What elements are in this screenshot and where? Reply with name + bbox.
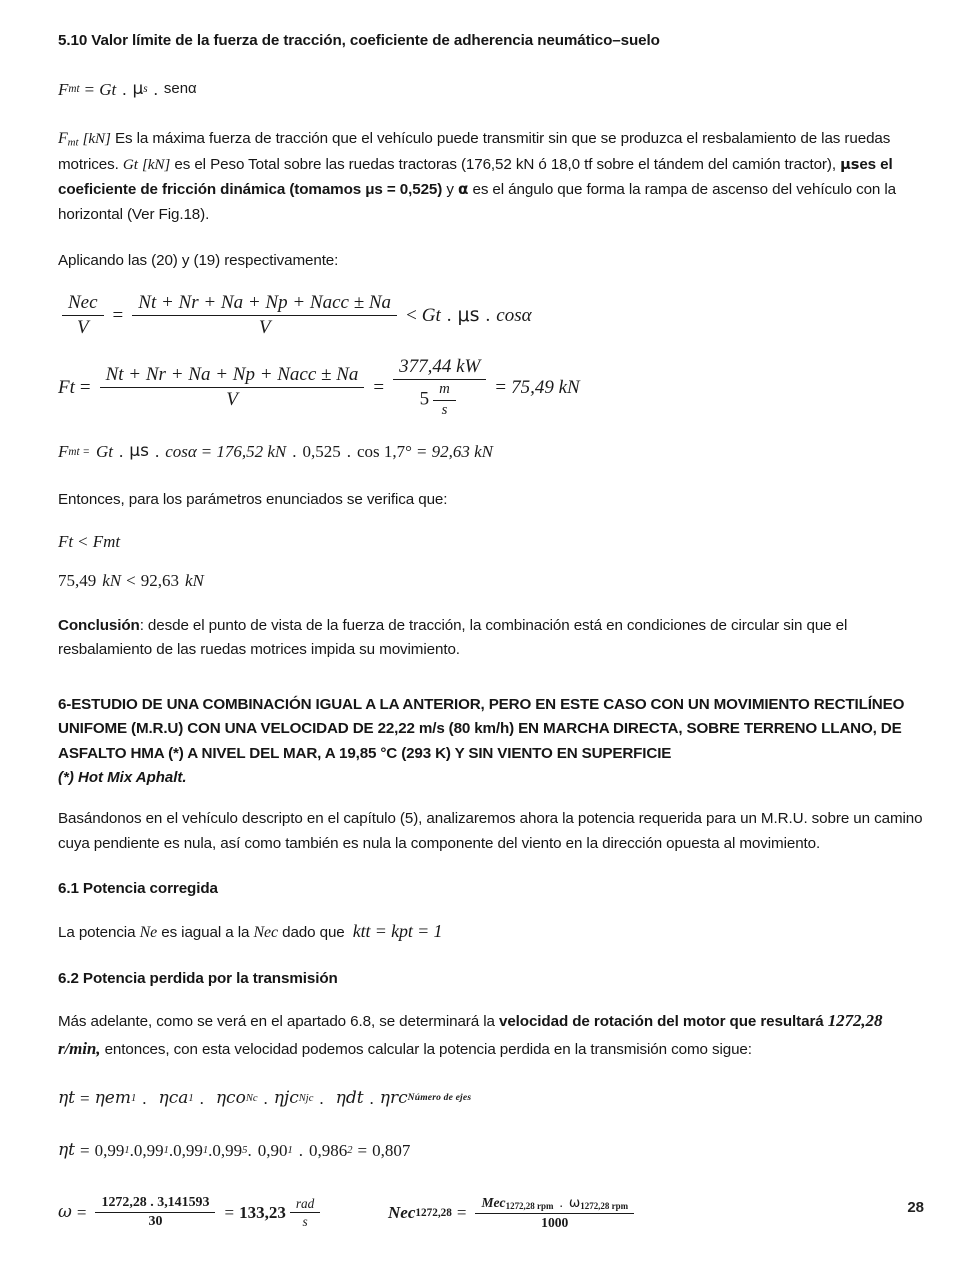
eq-ft-den-2	[393, 379, 486, 419]
eq-ft-num-1: Nt + Nr + Na + Np + Nacc ± Na	[105, 363, 359, 385]
eq-etas-t4: ηjc	[273, 1088, 299, 1109]
eq-etas-t5: ηdt	[335, 1088, 364, 1109]
paragraph-6-2	[58, 1007, 924, 1062]
eq-etan-lhs: ηt	[58, 1139, 76, 1160]
paragraph-section6-intro: Basándonos en el vehículo descripto en el capítulo (5), analizaremos ahora la potencia requerida para un M.R.U. sobre un camino cuya pendiente es nula, así como también es nula la componente del viento en la dirección opuesta al movimiento.	[58, 810, 923, 852]
eq-nec1272-omega-sub: 1272,28 rpm	[580, 1201, 629, 1212]
s61-var-ne: Ne	[139, 924, 158, 942]
eq-etan-v3: 0,99	[173, 1140, 203, 1160]
eq-etan-e6: 2	[347, 1144, 353, 1156]
eq-omega-unit-den: s	[290, 1212, 320, 1230]
eq-etan-e2: 1	[163, 1144, 169, 1156]
eq-etan-v4: 0,99	[212, 1140, 243, 1160]
eq-etan-result: 0,807	[372, 1140, 411, 1160]
eq-etas-t1: ηem	[94, 1088, 131, 1109]
eq-etas-e3: Nc	[245, 1093, 258, 1105]
def-gt-var: Gt	[122, 155, 138, 173]
eq-etas-d3: .	[263, 1089, 268, 1109]
eq-nec-equals: =	[112, 305, 124, 327]
eq-etan-v2: 0,99	[133, 1140, 164, 1160]
eq-ft-result: 75,49 kN	[511, 376, 580, 398]
paragraph-6-1	[58, 917, 924, 946]
s62-part2: se determinará la	[379, 1013, 495, 1031]
s61-part3: dado que	[282, 924, 345, 942]
eq-ft-fraction-1	[100, 364, 365, 412]
eq-omega-unit-num: rad	[295, 1195, 315, 1211]
eq-etas-t2: ηca	[158, 1088, 189, 1109]
eq-etas-d4: .	[319, 1089, 324, 1109]
eq-etas-e2: 1	[188, 1093, 194, 1105]
s61-part1: La potencia	[58, 924, 136, 942]
eq-etan-equals: =	[80, 1140, 90, 1160]
eq-cmp-op: <	[78, 532, 88, 552]
eq-fmt-sena: senα	[163, 80, 197, 98]
def-alpha: α	[458, 180, 469, 199]
eq-nec1272-mec: Mec	[481, 1194, 506, 1210]
eq-fmt-lhs-sub: mt	[68, 83, 80, 96]
eq-nec-tail-dot1: .	[446, 305, 452, 327]
eq-nec1272-omega: ω	[568, 1194, 581, 1211]
page-content	[58, 30, 924, 1231]
eq-nec-rhs-num: Nt + Nr + Na + Np + Nacc ± Na	[138, 292, 392, 313]
eq-cmp-rhs: Fmt	[92, 532, 121, 552]
def-fmt-unit: [kN]	[82, 130, 111, 148]
eq-nec-rhs-den: V	[132, 315, 397, 339]
eq-fmtv-equals-1: =	[201, 442, 212, 462]
s61-equation: ktt = kpt = 1	[352, 921, 443, 942]
eq-etas-lhs: ηt	[58, 1088, 76, 1109]
eq-fmtv-v2: 0,525	[302, 442, 341, 462]
eq-ft-num-2: 377,44 kW	[399, 355, 481, 377]
eq-etas-e4: Njc	[298, 1093, 314, 1105]
eq-etas-t3: ηco	[215, 1088, 246, 1109]
eq-ft-den2-num: m	[439, 381, 450, 398]
eq-fmtv-gt: Gt	[96, 442, 113, 462]
def-bold-text: es el coeficiente de fricción dinámica (tomamos μs = 0,525)	[58, 155, 893, 199]
eq-ft-den2-unit-fraction	[433, 381, 456, 419]
eq-fmtv-dot2: .	[154, 442, 160, 462]
eq-etas-d5: .	[369, 1089, 374, 1109]
equation-nec-over-v	[58, 292, 924, 340]
s62-part3: entonces, con esta velocidad podemos calcular la potencia perdida en la transmisión como sigue:	[104, 1040, 752, 1058]
eq-fmt-mu-sub: s	[143, 83, 148, 96]
eq-omega-num: 1272,28 . 3,141593	[101, 1194, 210, 1210]
eq-fmtv-dot3: .	[292, 442, 297, 462]
eq-fmt-gt: Gt	[99, 79, 117, 99]
eq-etas-d2: .	[199, 1089, 204, 1109]
eq-nec-lhs-den: V	[62, 315, 104, 339]
eq-ncmp-rhs-num: 92,63	[140, 571, 179, 591]
equation-eta-symbolic	[58, 1088, 924, 1109]
eq-omega-value: 133,23	[239, 1203, 286, 1223]
def-text-4: es el ángulo que forma la rampa de ascenso del vehículo con la horizontal (Ver Fig.18).	[58, 181, 897, 223]
eq-nec1272-mec-sub: 1272,28 rpm	[505, 1201, 554, 1212]
def-text-3: y	[446, 181, 454, 199]
def-fmt-var: F	[58, 130, 68, 148]
eq-omega-den: 30	[95, 1212, 215, 1230]
eq-nec1272-lhs-sub: 1272,28	[415, 1206, 452, 1219]
eq-omega-equals-2: =	[224, 1203, 235, 1223]
heading-6-1: 6.1 Potencia corregida	[58, 880, 218, 898]
def-text-1: Es la máxima fuerza de tracción que el vehículo puede transmitir sin que se produzca el resbalamiento de las ruedas motrices.	[58, 130, 891, 173]
eq-fmt-equals: =	[84, 79, 95, 99]
eq-fmtv-dot1: .	[119, 442, 124, 462]
def-text-2: es el Peso Total sobre las ruedas tractoras (176,52 kN ó 18,0 tf sobre el tándem del camión tractor),	[174, 155, 836, 173]
eq-fmtv-lhs-var: F	[58, 442, 69, 462]
eq-ft-den-1: V	[100, 387, 365, 411]
eq-ft-equals-3: =	[495, 376, 507, 398]
eq-nec-tail-gt: Gt	[421, 305, 441, 327]
eq-etan-v1: 0,99	[94, 1140, 125, 1160]
eq-nec-tail-dot2: .	[485, 305, 491, 327]
def-gt-unit: [kN]	[141, 155, 171, 173]
heading-6-2: 6.2 Potencia perdida por la transmisión	[58, 970, 338, 988]
equation-fmt-value	[58, 441, 924, 462]
eq-nec-lhs-num: Nec	[68, 292, 98, 313]
eq-fmtv-equals-2: =	[416, 442, 427, 462]
eq-fmt-dot2: .	[153, 79, 158, 99]
eq-fmtv-v1: 176,52 kN	[216, 442, 287, 462]
eq-etas-e1: 1	[131, 1093, 137, 1105]
s62-part1: Más adelante, como se verá en el apartado 6.8,	[58, 1013, 376, 1031]
eq-ncmp-rhs-unit: kN	[184, 571, 204, 591]
eq-ncmp-op: <	[126, 571, 136, 591]
eq-etan-v5: 0,90	[257, 1140, 288, 1160]
eq-ft-den2-coeff: 5	[419, 388, 430, 410]
eq-etan-e1: 1	[124, 1144, 130, 1156]
eq-nec1272-lhs: Nec	[388, 1203, 416, 1223]
eq-etan-result-equals: =	[357, 1140, 368, 1160]
s61-var-nec: Nec	[253, 924, 278, 942]
eq-fmt-lhs-var: F	[58, 79, 69, 99]
eq-fmtv-cos: cosα	[165, 442, 197, 462]
equation-numeric-compare	[58, 570, 924, 591]
eq-fmtv-result: 92,63 kN	[431, 442, 493, 462]
eq-omega-unit-fraction	[290, 1196, 320, 1230]
heading-section-6: 6-ESTUDIO DE UNA COMBINACIÓN IGUAL A LA ANTERIOR, PERO EN ESTE CASO CON UN MOVIMIENTO RECTILÍNEO UNIFOME (M.R.U) CON UNA VELOCIDAD DE 22,22 m/s (80 km/h) EN MARCHA DIRECTA, SOBRE TERRENO LLANO, DE ASFALTO HMA (*) A NIVEL DEL MAR, A 19,85 °C (293 K) Y SIN VIENTO EN SUPERFICIE	[58, 695, 905, 763]
equation-omega-container	[58, 1195, 388, 1231]
eq-etas-d1: .	[142, 1089, 147, 1109]
conclusion-text: : desde el punto de vista de la fuerza de tracción, la combinación está en condiciones de circular sin que el resbalamiento de las ruedas motrices impida su movimiento.	[58, 616, 848, 659]
eq-ft-den2-den: s	[433, 400, 456, 419]
conclusion-label: Conclusión	[58, 616, 140, 634]
eq-omega-equals-1: =	[76, 1203, 87, 1223]
eq-nec-less-than: <	[406, 305, 417, 327]
eq-nec-lhs-fraction	[62, 292, 104, 340]
eq-fmt-dot1: .	[122, 79, 127, 99]
eq-nec1272-fraction	[475, 1195, 634, 1231]
eq-cmp-lhs: Ft	[58, 532, 74, 552]
def-fmt-sub: mt	[67, 136, 79, 149]
eq-nec1272-equals: =	[456, 1203, 467, 1223]
s62-bold1: velocidad de rotación del motor que resultará	[498, 1013, 824, 1031]
paragraph-conclusion	[58, 614, 924, 663]
eq-nec1272-numerator	[475, 1195, 634, 1213]
def-mu-var: μs	[840, 155, 860, 173]
paragraph-entonces: Entonces, para los parámetros enunciados se verifica que:	[58, 491, 448, 509]
s62-bold2: 1272,28 r/min,	[58, 1011, 883, 1058]
eq-fmtv-lhs-sub: mt =	[68, 445, 90, 458]
eq-ft-equals-2: =	[373, 376, 385, 398]
equation-ft	[58, 356, 924, 419]
eq-etas-e6: Número de ejes	[407, 1092, 472, 1103]
equation-nec1272-container	[388, 1195, 924, 1231]
eq-ft-equals-1: =	[79, 376, 91, 398]
eq-fmtv-mu: μs	[129, 441, 149, 462]
eq-ft-lhs: Ft	[58, 376, 75, 398]
s61-part2: es iagual a la	[161, 924, 250, 942]
eq-ncmp-lhs-unit: kN	[102, 571, 122, 591]
equation-fmt-definition	[58, 79, 924, 100]
eq-nec1272-den: 1000	[475, 1213, 634, 1231]
eq-fmt-mu: μ	[132, 78, 144, 99]
paragraph-applying: Aplicando las (20) y (19) respectivamente:	[58, 252, 339, 270]
eq-nec-tail-cos: cosα	[496, 305, 532, 327]
eq-nec-tail-mu: μs	[457, 304, 480, 327]
eq-fmtv-cos-expr: cos 1,7°	[357, 442, 412, 462]
eq-etan-e5: 1	[287, 1144, 293, 1156]
eq-ft-fraction-2	[393, 356, 486, 419]
paragraph-definition	[58, 126, 924, 227]
equation-omega	[58, 1195, 388, 1231]
equation-nec-1272	[388, 1195, 924, 1231]
eq-nec-rhs-fraction	[132, 292, 397, 340]
eq-ncmp-lhs-num: 75,49	[58, 571, 97, 591]
eq-etan-e3: 1	[202, 1144, 209, 1156]
eq-fmtv-dot4: .	[346, 442, 352, 462]
heading-5-10: 5.10 Valor límite de la fuerza de tracción, coeficiente de adherencia neumático–suelo	[58, 32, 660, 49]
page-number: 28	[907, 1199, 924, 1216]
eq-nec1272-dot: .	[559, 1194, 563, 1210]
eq-omega-fraction	[95, 1195, 215, 1231]
eq-etas-equals: =	[80, 1089, 90, 1109]
eq-etas-t6: ηrc	[379, 1088, 408, 1109]
eq-etan-e4: 5	[242, 1144, 248, 1156]
footnote-hot-mix-asphalt: (*) Hot Mix Aphalt.	[58, 768, 187, 786]
equation-ft-lt-fmt	[58, 531, 924, 552]
equation-row-omega-nec	[58, 1195, 924, 1231]
equation-eta-numeric: ηt = 0,99 1 . 0,99 1 . 0,99 1 . 0,99 5 . 0,90 1 . 0,986 2 = 0,807	[58, 1139, 411, 1160]
eq-omega-lhs: ω	[58, 1202, 72, 1223]
eq-etan-v6: 0,986	[308, 1140, 348, 1160]
